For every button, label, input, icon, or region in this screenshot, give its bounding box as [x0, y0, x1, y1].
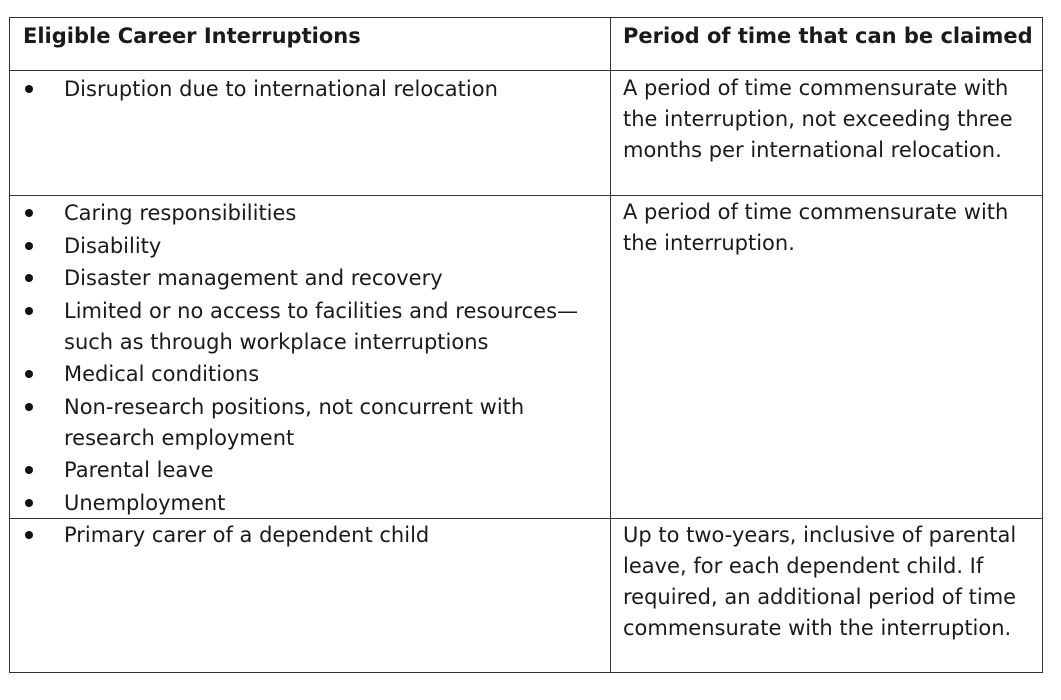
list-item: [10, 263, 610, 294]
list-item-text: Disruption due to international relocation: [64, 77, 498, 101]
list-item-text: Disability: [64, 233, 162, 258]
claim-text: A period of time commensurate with the interruption.: [623, 200, 1009, 255]
bullet-icon: [25, 242, 33, 250]
row-1-claim: [611, 73, 1043, 193]
claim-text: Up to two-years, inclusive of parental leave, for each dependent child. If required, an additional period of time commensurate with the interruption.: [623, 523, 1017, 640]
interruption-list: [10, 74, 610, 105]
header-cell-period: [611, 18, 1043, 70]
list-item-text: Disaster management and recovery: [64, 266, 443, 290]
bullet-icon: [25, 499, 33, 507]
bullet-icon: [25, 466, 33, 474]
list-item-text: Limited or no access to facilities and resources— such as through workplace interruptions: [64, 298, 579, 354]
list-item-text: Caring responsibilities: [64, 201, 297, 225]
bullet-icon: [25, 209, 33, 217]
header-cell-eligible: [10, 18, 610, 70]
bullet-icon: [25, 531, 33, 539]
header-period-claimed: Period of time that can be claimed: [623, 24, 1033, 48]
row-2-claim: [611, 197, 1043, 515]
claim-text: A period of time commensurate with the interruption, not exceeding three months per international relocation.: [623, 76, 1013, 162]
list-item-text: Parental leave: [64, 458, 214, 482]
list-item-text: Primary carer of a dependent child: [64, 523, 430, 547]
list-item-text: Medical conditions: [64, 362, 260, 386]
row-2-interruptions: [10, 198, 610, 516]
bullet-icon: [25, 85, 33, 93]
row-3-interruptions: [10, 520, 610, 670]
bullet-icon: [25, 307, 33, 315]
row-1-interruptions: [10, 74, 610, 194]
list-item: [10, 74, 610, 105]
bullet-icon: [25, 274, 33, 282]
header-eligible-career-interruptions: Eligible Career Interruptions: [23, 24, 361, 48]
row-divider: [10, 195, 1042, 196]
list-item: [10, 231, 610, 262]
list-item-text: Non-research positions, not concurrent with research employment: [64, 394, 525, 450]
list-item: [10, 392, 609, 454]
bullet-icon: [25, 403, 33, 411]
list-item: [10, 359, 610, 390]
list-item: [10, 520, 610, 551]
interruption-list: [10, 520, 610, 551]
list-item: [10, 198, 610, 229]
list-item: [10, 455, 610, 486]
list-item-text: Unemployment: [64, 490, 226, 515]
list-item: [10, 296, 609, 358]
row-3-claim: [611, 520, 1043, 670]
list-item: [10, 488, 610, 519]
header-divider: [10, 70, 1042, 71]
bullet-icon: [25, 370, 33, 378]
interruption-list: [10, 198, 610, 519]
career-interruptions-table: [9, 17, 1043, 673]
